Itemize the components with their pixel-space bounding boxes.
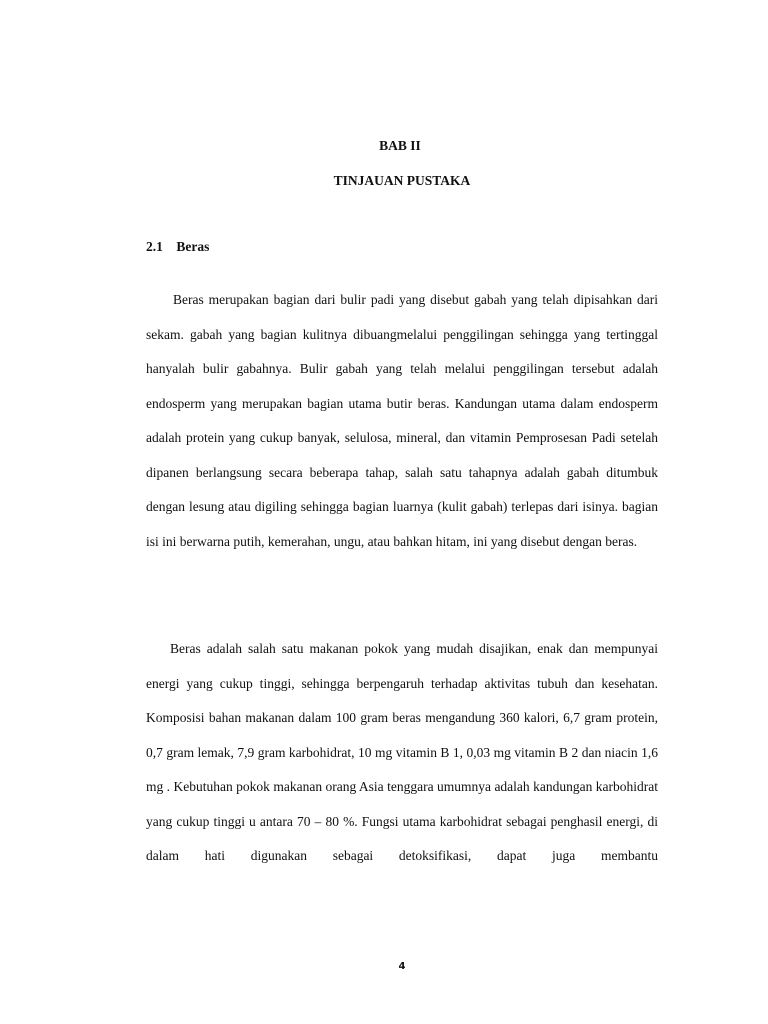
paragraph-beras-definition: Beras merupakan bagian dari bulir padi yang disebut gabah yang telah dipisahkan dari sekam. gabah yang bagian kulitnya dibuangmelalui penggilingan sehingga yang tertinggal hanyalah bulir gabahnya. Bulir gabah yang telah melalui penggilingan tersebut adalah endosperm yang merupakan bagian utama butir beras. Kandungan utama dalam endosperm adalah protein yang cukup banyak, selulosa, mineral, dan vitamin Pemprosesan Padi setelah dipanen berlangsung secara beberapa tahap, salah satu tahapnya adalah gabah ditumbuk dengan lesung atau digiling sehingga bagian luarnya (kulit gabah) terlepas dari isinya. bagian isi ini berwarna putih, kemerahan, ungu, atau bahkan hitam, ini yang disebut dengan beras.	[146, 292, 658, 549]
section-title: Beras	[176, 239, 210, 254]
chapter-label: BAB II	[379, 138, 421, 153]
section-heading	[146, 239, 209, 255]
section-number: 2.1	[146, 239, 163, 254]
page-number: 4	[398, 961, 406, 972]
chapter-title: TINJAUAN PUSTAKA	[333, 173, 471, 188]
paragraph-beras-nutrition: Beras adalah salah satu makanan pokok yang mudah disajikan, enak dan mempunyai energi yang cukup tinggi, sehingga berpengaruh terhadap aktivitas tubuh dan kesehatan. Komposisi bahan makanan dalam 100 gram beras mengandung 360 kalori, 6,7 gram protein, 0,7 gram lemak, 7,9 gram karbohidrat, 10 mg vitamin B 1, 0,03 mg vitamin B 2 dan niacin 1,6 mg . Kebutuhan pokok makanan orang Asia tenggara umumnya adalah kandungan karbohidrat yang cukup tinggi u antara 70 – 80 %. Fungsi utama karbohidrat sebagai penghasil energi, di dalam hati digunakan sebagai detoksifikasi, dapat juga membantu	[146, 641, 658, 863]
